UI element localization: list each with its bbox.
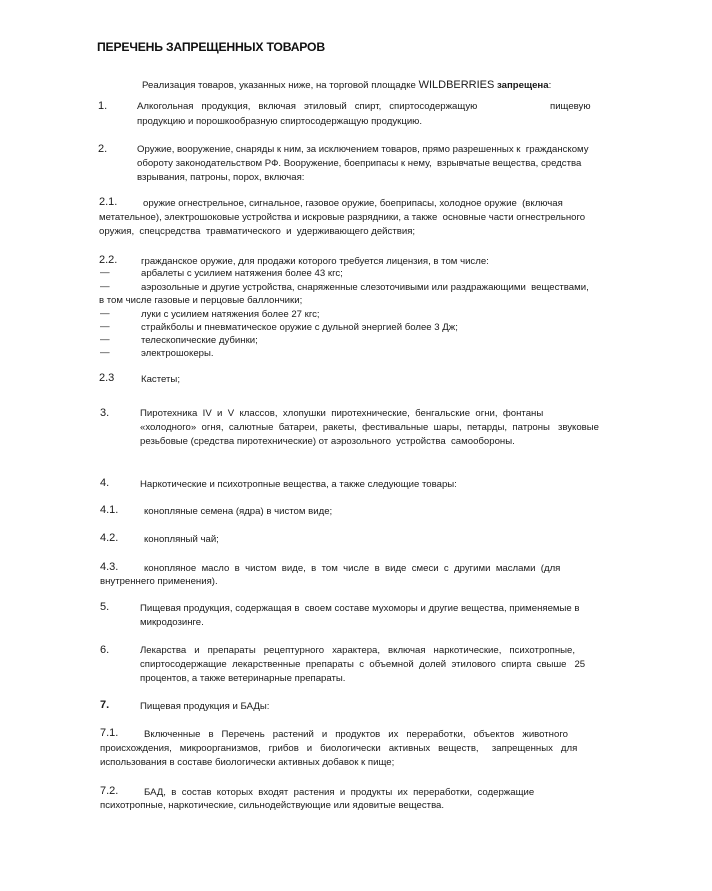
item-line: спиртосодержащие лекарственные препараты с объемной долей этилового спирта свыше 25 <box>140 659 586 670</box>
item-line: внутреннего применения). <box>100 576 218 587</box>
item-number: 4. <box>100 477 110 489</box>
item-number: 4.1. <box>100 504 119 516</box>
item-line: Включенные в Перечень растений и продуктов их переработки, объектов животного <box>144 729 568 740</box>
dash-bullet: — <box>100 267 110 278</box>
dash-bullet: — <box>100 347 110 358</box>
dash-bullet: — <box>100 334 110 345</box>
item-number: 5. <box>100 601 110 613</box>
item-line: психотропные, наркотические, сильнодействующие или ядовитые вещества. <box>100 800 445 811</box>
item-line: Оружие, вооружение, снаряды к ним, за исключением товаров, прямо разрешенных к гражданскому <box>137 144 589 155</box>
dash-text: электрошокеры. <box>141 348 214 359</box>
item-number: 4.2. <box>100 532 119 544</box>
item-line: резьбовые (средства пиротехнические) от аэрозольного устройства самообороны. <box>140 436 515 447</box>
intro-colon: : <box>548 80 552 91</box>
item-number: 2.2. <box>99 254 118 266</box>
item-line: Наркотические и психотропные вещества, а также следующие товары: <box>140 479 457 490</box>
item-number: 6. <box>100 644 110 656</box>
item-number: 2.3 <box>99 372 115 384</box>
item-line: оружия, спецсредства травматического и удерживающего действия; <box>99 226 416 237</box>
brand-name: WILDBERRIES <box>418 79 495 91</box>
item-line: БАД, в состав которых входят растения и продукты их переработки, содержащие <box>144 787 535 798</box>
item-number: 7.2. <box>100 785 119 797</box>
item-line: оружие огнестрельное, сигнальное, газовое оружие, боеприпасы, холодное оружие (включая <box>143 198 563 209</box>
dash-bullet: — <box>100 321 110 332</box>
intro-text: Реализация товаров, указанных ниже, на торговой площадке <box>142 80 419 91</box>
item-line: Пиротехника IV и V классов, хлопушки пиротехнические, бенгальские огни, фонтаны <box>140 408 544 419</box>
item-line: конопляный чай; <box>144 534 219 545</box>
item-number: 1. <box>98 100 108 112</box>
item-number: 4.3. <box>100 561 119 573</box>
item-line: микродозинге. <box>140 617 204 628</box>
item-line: «холодного» огня, салютные батареи, ракеты, фестивальные шары, петарды, патроны звуковые <box>140 422 600 433</box>
intro-bold: запрещена <box>497 80 549 91</box>
item-line: Кастеты; <box>141 374 180 385</box>
dash-bullet: — <box>100 281 110 292</box>
dash-text: телескопические дубинки; <box>141 335 258 346</box>
item-line: Пищевая продукция и БАДы: <box>140 701 270 712</box>
dash-text: аэрозольные и другие устройства, снаряженные слезоточивыми или раздражающими веществами, <box>141 282 589 293</box>
item-line: гражданское оружие, для продажи которого требуется лицензия, в том числе: <box>141 256 489 267</box>
dash-bullet: — <box>100 308 110 319</box>
dash-text: арбалеты с усилием натяжения более 43 кгс; <box>141 268 343 279</box>
dash-text: страйкболы и пневматическое оружие с дульной энергией более 3 Дж; <box>141 322 458 333</box>
item-line: Лекарства и препараты рецептурного характера, включая наркотические, психотропные, <box>140 645 576 656</box>
item-line: Пищевая продукция, содержащая в своем составе мухоморы и другие вещества, применяемые в <box>140 603 580 614</box>
item-line: происхождения, микроорганизмов, грибов и биологически активных веществ, запрещенных для <box>100 743 578 754</box>
item-number: 3. <box>100 407 110 419</box>
item-line: использования в составе биологически активных добавок к пище; <box>100 757 395 768</box>
dash-text-cont: в том числе газовые и перцовые баллончики; <box>99 295 303 306</box>
item-line: конопляные семена (ядра) в чистом виде; <box>144 506 333 517</box>
item-number: 2.1. <box>99 196 118 208</box>
item-line: метательное), электрошоковые устройства и искровые разрядники, а также основные части огнестрельного <box>99 212 586 223</box>
item-line: конопляное масло в чистом виде, в том числе в виде смеси с другими маслами (для <box>144 563 561 574</box>
item-number: 2. <box>98 143 108 155</box>
item-number: 7.1. <box>100 727 119 739</box>
item-line: пищевую <box>550 101 591 112</box>
item-line: Алкогольная продукция, включая этиловый спирт, спиртосодержащую <box>137 101 478 112</box>
item-line: процентов, а также ветеринарные препараты. <box>140 673 346 684</box>
item-number: 7. <box>100 699 110 711</box>
item-line: продукцию и порошкообразную спиртосодержащую продукцию. <box>137 116 423 127</box>
item-line: обороту законодательством РФ. Вооружение, боеприпасы к нему, взрывчатые вещества, средства <box>137 158 582 169</box>
document-title: ПЕРЕЧЕНЬ ЗАПРЕЩЕННЫХ ТОВАРОВ <box>97 40 325 54</box>
dash-text: луки с усилием натяжения более 27 кгс; <box>141 309 320 320</box>
item-line: взрывания, патроны, порох, включая: <box>137 172 305 183</box>
intro-paragraph <box>142 79 551 91</box>
